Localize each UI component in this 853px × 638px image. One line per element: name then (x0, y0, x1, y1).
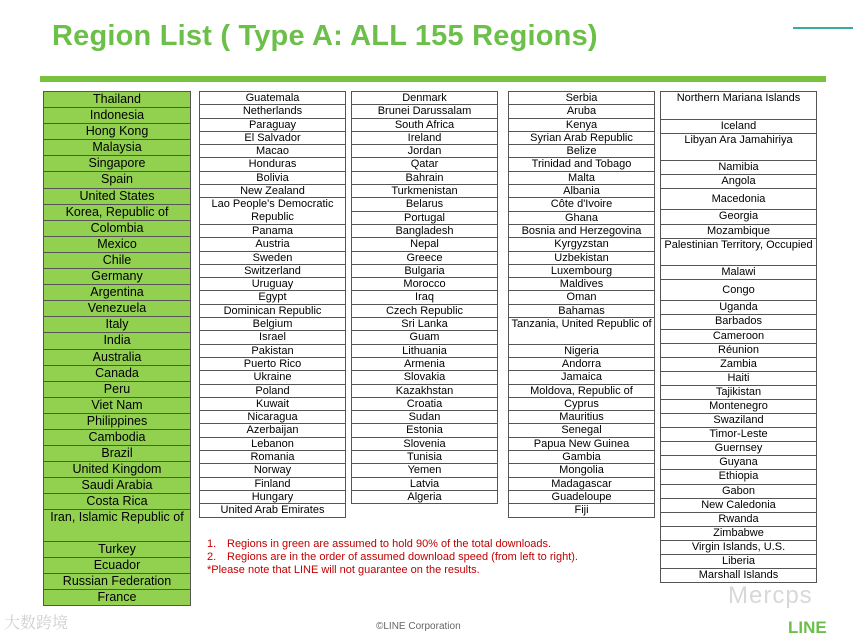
region-cell: Belgium (200, 318, 345, 331)
region-cell: Korea, Republic of (44, 205, 190, 221)
region-cell: Sweden (200, 252, 345, 265)
region-cell: Germany (44, 269, 190, 285)
region-cell: Kyrgyzstan (509, 238, 654, 251)
region-cell: South Africa (352, 119, 497, 132)
region-cell: Ghana (509, 212, 654, 225)
region-cell: Estonia (352, 424, 497, 437)
region-cell: Mozambique (661, 225, 816, 239)
region-cell: Ireland (352, 132, 497, 145)
region-cell: Ecuador (44, 558, 190, 574)
regions-column-3 (351, 91, 498, 504)
region-cell: Albania (509, 185, 654, 198)
region-cell: Denmark (352, 92, 497, 105)
region-cell: Jamaica (509, 371, 654, 384)
watermark-left: 大数跨境 (4, 615, 69, 632)
region-cell: Venezuela (44, 301, 190, 317)
region-cell: United States (44, 189, 190, 205)
region-cell: Trinidad and Tobago (509, 158, 654, 171)
region-cell: Algeria (352, 491, 497, 504)
region-cell: Cyprus (509, 398, 654, 411)
region-cell: Armenia (352, 358, 497, 371)
region-cell: Liberia (661, 555, 816, 569)
region-cell: Nigeria (509, 345, 654, 358)
region-cell: El Salvador (200, 132, 345, 145)
region-cell: Slovakia (352, 371, 497, 384)
region-cell: Uruguay (200, 278, 345, 291)
region-cell: Bahrain (352, 172, 497, 185)
region-cell: Uganda (661, 301, 816, 315)
region-cell: Côte d'Ivoire (509, 198, 654, 211)
region-cell: Puerto Rico (200, 358, 345, 371)
region-cell: Swaziland (661, 414, 816, 428)
region-cell: Bolivia (200, 172, 345, 185)
notes (207, 538, 578, 577)
region-cell: Barbados (661, 315, 816, 329)
region-cell: Guatemala (200, 92, 345, 105)
region-cell: Azerbaijan (200, 424, 345, 437)
region-cell: Kuwait (200, 398, 345, 411)
page-title: Region List ( Type A: ALL 155 Regions) (52, 20, 598, 52)
region-cell: Sri Lanka (352, 318, 497, 331)
region-cell: Bangladesh (352, 225, 497, 238)
region-cell: Bulgaria (352, 265, 497, 278)
region-cell: Portugal (352, 212, 497, 225)
region-cell: Luxembourg (509, 265, 654, 278)
region-cell: Palestinian Territory, Occupied (661, 239, 816, 267)
region-cell: Indonesia (44, 108, 190, 124)
region-cell: Fiji (509, 504, 654, 517)
region-cell: Kazakhstan (352, 385, 497, 398)
region-cell: Malta (509, 172, 654, 185)
region-cell: France (44, 590, 190, 605)
region-cell: Maldives (509, 278, 654, 291)
region-cell: United Arab Emirates (200, 504, 345, 517)
note-1: 1. Regions in green are assumed to hold 90% of the total downloads. (207, 538, 552, 550)
region-cell: Saudi Arabia (44, 478, 190, 494)
region-cell: Switzerland (200, 265, 345, 278)
region-cell: Northern Mariana Islands (661, 92, 816, 120)
region-cell: Iraq (352, 291, 497, 304)
region-cell: Bosnia and Herzegovina (509, 225, 654, 238)
region-cell: Oman (509, 291, 654, 304)
region-cell: Syrian Arab Republic (509, 132, 654, 145)
region-cell: Montenegro (661, 400, 816, 414)
region-cell: Macedonia (661, 189, 816, 210)
region-cell: Haiti (661, 372, 816, 386)
region-cell: Mauritius (509, 411, 654, 424)
region-cell: Ukraine (200, 371, 345, 384)
region-cell: Colombia (44, 221, 190, 237)
region-cell: Tunisia (352, 451, 497, 464)
region-cell: Nepal (352, 238, 497, 251)
regions-column-5 (660, 91, 817, 583)
region-cell: Philippines (44, 414, 190, 430)
region-cell: Israel (200, 331, 345, 344)
region-cell: Gabon (661, 485, 816, 499)
region-cell: Andorra (509, 358, 654, 371)
region-cell: Gambia (509, 451, 654, 464)
decorative-line (793, 27, 853, 29)
region-cell: Réunion (661, 344, 816, 358)
region-cell: Ethiopia (661, 470, 816, 484)
region-cell: Namibia (661, 161, 816, 175)
region-cell: Angola (661, 175, 816, 189)
region-cell: Netherlands (200, 105, 345, 118)
region-cell: Guernsey (661, 442, 816, 456)
region-cell: Austria (200, 238, 345, 251)
region-cell: Finland (200, 478, 345, 491)
region-cell: Peru (44, 382, 190, 398)
region-cell: Chile (44, 253, 190, 269)
copyright-text: ©LINE Corporation (376, 621, 461, 632)
region-cell: Lebanon (200, 438, 345, 451)
region-cell: Tanzania, United Republic of (509, 318, 654, 345)
region-cell: Nicaragua (200, 411, 345, 424)
region-cell: Singapore (44, 156, 190, 172)
region-cell: Hungary (200, 491, 345, 504)
region-cell: Lithuania (352, 345, 497, 358)
green-regions-column (43, 91, 191, 606)
regions-column-4 (508, 91, 655, 518)
region-cell: Panama (200, 225, 345, 238)
region-cell: United Kingdom (44, 462, 190, 478)
region-cell: Zimbabwe (661, 527, 816, 541)
region-cell: Honduras (200, 158, 345, 171)
region-cell: New Caledonia (661, 499, 816, 513)
region-cell: Canada (44, 366, 190, 382)
region-cell: Cambodia (44, 430, 190, 446)
region-cell: Yemen (352, 464, 497, 477)
region-cell: Jordan (352, 145, 497, 158)
region-cell: Turkmenistan (352, 185, 497, 198)
region-cell: Aruba (509, 105, 654, 118)
region-cell: Belarus (352, 198, 497, 211)
region-cell: Hong Kong (44, 124, 190, 140)
region-cell: Cameroon (661, 330, 816, 344)
region-cell: Guyana (661, 456, 816, 470)
region-cell: Rwanda (661, 513, 816, 527)
region-cell: Congo (661, 280, 816, 301)
region-cell: Tajikistan (661, 386, 816, 400)
region-cell: Lao People's Democratic Republic (200, 198, 345, 225)
region-cell: Mexico (44, 237, 190, 253)
region-cell: Iceland (661, 120, 816, 134)
region-cell: Macao (200, 145, 345, 158)
region-cell: Thailand (44, 92, 190, 108)
region-cell: Slovenia (352, 438, 497, 451)
region-cell: Latvia (352, 478, 497, 491)
region-cell: Mongolia (509, 464, 654, 477)
region-cell: Brazil (44, 446, 190, 462)
note-3: *Please note that LINE will not guarantee on the results. (207, 564, 480, 576)
region-cell: Croatia (352, 398, 497, 411)
region-cell: Iran, Islamic Republic of (44, 510, 190, 541)
region-cell: Malaysia (44, 140, 190, 156)
region-cell: Greece (352, 252, 497, 265)
region-cell: Pakistan (200, 345, 345, 358)
region-cell: Belize (509, 145, 654, 158)
region-cell: Australia (44, 350, 190, 366)
region-cell: Spain (44, 172, 190, 188)
region-cell: Italy (44, 317, 190, 333)
region-cell: Romania (200, 451, 345, 464)
region-cell: Timor-Leste (661, 428, 816, 442)
region-cell: Guam (352, 331, 497, 344)
watermark-right: Mercps (728, 582, 813, 609)
region-cell: Uzbekistan (509, 252, 654, 265)
region-cell: Poland (200, 385, 345, 398)
region-cell: Norway (200, 464, 345, 477)
region-cell: Serbia (509, 92, 654, 105)
region-cell: Turkey (44, 542, 190, 558)
region-cell: Dominican Republic (200, 305, 345, 318)
region-cell: Guadeloupe (509, 491, 654, 504)
region-cell: Czech Republic (352, 305, 497, 318)
region-cell: Costa Rica (44, 494, 190, 510)
title-underline-bar (40, 76, 826, 82)
region-cell: Malawi (661, 266, 816, 280)
region-cell: Madagascar (509, 478, 654, 491)
line-logo: LINE (788, 618, 827, 637)
region-cell: Morocco (352, 278, 497, 291)
region-cell: Russian Federation (44, 574, 190, 590)
region-cell: Papua New Guinea (509, 438, 654, 451)
region-cell: Senegal (509, 424, 654, 437)
region-cell: New Zealand (200, 185, 345, 198)
region-cell: Brunei Darussalam (352, 105, 497, 118)
region-cell: Argentina (44, 285, 190, 301)
region-cell: Virgin Islands, U.S. (661, 541, 816, 555)
region-cell: Viet Nam (44, 398, 190, 414)
region-cell: Zambia (661, 358, 816, 372)
region-cell: Qatar (352, 158, 497, 171)
region-cell: Sudan (352, 411, 497, 424)
region-cell: Georgia (661, 210, 816, 224)
region-cell: Moldova, Republic of (509, 385, 654, 398)
region-cell: Marshall Islands (661, 569, 816, 583)
region-cell: India (44, 333, 190, 349)
region-cell: Bahamas (509, 305, 654, 318)
region-cell: Paraguay (200, 119, 345, 132)
region-cell: Kenya (509, 119, 654, 132)
regions-column-2 (199, 91, 346, 518)
note-2: 2. Regions are in the order of assumed download speed (from left to right). (207, 551, 578, 563)
region-cell: Egypt (200, 291, 345, 304)
region-cell: Libyan Ara Jamahiriya (661, 134, 816, 162)
